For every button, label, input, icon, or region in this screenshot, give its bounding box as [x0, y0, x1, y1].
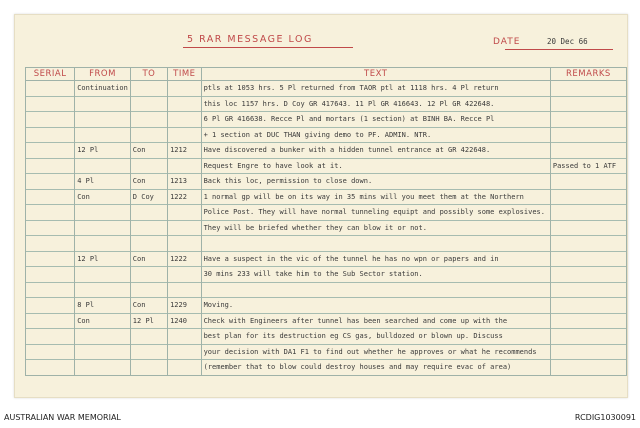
table-row [26, 189, 627, 205]
cell-from: Con [75, 189, 131, 205]
cell-from [75, 220, 131, 236]
cell-from [75, 267, 131, 283]
cell-time: 1213 [168, 174, 202, 190]
cell-remarks [550, 298, 626, 314]
cell-to [130, 81, 167, 97]
cell-from: 12 Pl [75, 251, 131, 267]
col-to: TO [130, 68, 167, 81]
cell-from [75, 127, 131, 143]
cell-text [201, 236, 550, 252]
col-serial: SERIAL [26, 68, 75, 81]
date-label: DATE [493, 37, 521, 47]
cell-text: ptls at 1053 hrs. 5 Pl returned from TAOR ptl at 1118 hrs. 4 Pl return [201, 81, 550, 97]
table-row [26, 251, 627, 267]
cell-serial [26, 174, 75, 190]
cell-from [75, 158, 131, 174]
table-row [26, 205, 627, 221]
cell-from [75, 282, 131, 298]
footer-archive-name: AUSTRALIAN WAR MEMORIAL [4, 413, 121, 422]
cell-from: 4 Pl [75, 174, 131, 190]
header-row [26, 68, 627, 81]
cell-time [168, 267, 202, 283]
cell-serial [26, 360, 75, 376]
cell-text: (remember that to blow could destroy houses and may require evac of area) [201, 360, 550, 376]
cell-from [75, 360, 131, 376]
cell-time: 1222 [168, 251, 202, 267]
cell-time [168, 344, 202, 360]
cell-serial [26, 112, 75, 128]
cell-text: this loc 1157 hrs. D Coy GR 417643. 11 Pl GR 416643. 12 Pl GR 422648. [201, 96, 550, 112]
log-sheet [14, 14, 628, 398]
cell-text: Back this loc, permission to close down. [201, 174, 550, 190]
date-value: 20 Dec 66 [547, 37, 588, 46]
cell-serial [26, 81, 75, 97]
cell-text [201, 282, 550, 298]
cell-time [168, 127, 202, 143]
cell-to [130, 96, 167, 112]
cell-time [168, 282, 202, 298]
cell-from [75, 96, 131, 112]
cell-remarks [550, 360, 626, 376]
cell-from: 12 Pl [75, 143, 131, 159]
cell-text: Moving. [201, 298, 550, 314]
cell-remarks [550, 112, 626, 128]
cell-time: 1222 [168, 189, 202, 205]
table-row [26, 112, 627, 128]
cell-serial [26, 96, 75, 112]
table-row [26, 96, 627, 112]
cell-to: D Coy [130, 189, 167, 205]
cell-to [130, 329, 167, 345]
cell-serial [26, 267, 75, 283]
col-from: FROM [75, 68, 131, 81]
cell-serial [26, 313, 75, 329]
cell-from: 8 Pl [75, 298, 131, 314]
table-row [26, 220, 627, 236]
cell-text: best plan for its destruction eg CS gas, bulldozed or blown up. Discuss [201, 329, 550, 345]
cell-time [168, 329, 202, 345]
cell-text: your decision with DA1 F1 to find out whether he approves or what he recommends [201, 344, 550, 360]
title-underline [183, 47, 353, 48]
cell-to: 12 Pl [130, 313, 167, 329]
cell-serial [26, 251, 75, 267]
log-body [26, 81, 627, 376]
cell-from [75, 344, 131, 360]
table-row [26, 360, 627, 376]
cell-time [168, 360, 202, 376]
cell-text: Have a suspect in the vic of the tunnel he has no wpn or papers and in [201, 251, 550, 267]
table-row [26, 267, 627, 283]
cell-serial [26, 143, 75, 159]
cell-time [168, 236, 202, 252]
cell-text: 6 Pl GR 416638. Recce Pl and mortars (1 section) at BINH BA. Recce Pl [201, 112, 550, 128]
cell-remarks [550, 220, 626, 236]
cell-to [130, 220, 167, 236]
cell-remarks [550, 189, 626, 205]
cell-text: Check with Engineers after tunnel has been searched and come up with the [201, 313, 550, 329]
cell-from [75, 205, 131, 221]
date-underline [505, 49, 613, 50]
cell-serial [26, 127, 75, 143]
cell-from [75, 112, 131, 128]
cell-serial [26, 236, 75, 252]
cell-remarks [550, 282, 626, 298]
footer-record-id: RCDIG1030091 [574, 413, 636, 422]
cell-remarks [550, 127, 626, 143]
table-row [26, 313, 627, 329]
col-text: TEXT [201, 68, 550, 81]
cell-remarks [550, 81, 626, 97]
col-time: TIME [168, 68, 202, 81]
cell-remarks [550, 344, 626, 360]
cell-to: Con [130, 174, 167, 190]
cell-remarks [550, 251, 626, 267]
cell-serial [26, 158, 75, 174]
cell-time [168, 81, 202, 97]
cell-to [130, 205, 167, 221]
cell-remarks [550, 236, 626, 252]
cell-from [75, 329, 131, 345]
cell-to [130, 158, 167, 174]
cell-remarks [550, 96, 626, 112]
cell-serial [26, 205, 75, 221]
cell-remarks [550, 329, 626, 345]
cell-text: 30 mins 233 will take him to the Sub Sector station. [201, 267, 550, 283]
cell-to [130, 236, 167, 252]
cell-remarks [550, 143, 626, 159]
cell-remarks [550, 174, 626, 190]
cell-to [130, 127, 167, 143]
cell-to [130, 282, 167, 298]
cell-to [130, 267, 167, 283]
cell-serial [26, 282, 75, 298]
cell-time [168, 158, 202, 174]
form-title: 5 RAR MESSAGE LOG [187, 34, 313, 45]
cell-serial [26, 220, 75, 236]
cell-remarks: Passed to 1 ATF [550, 158, 626, 174]
cell-serial [26, 189, 75, 205]
cell-text: Have discovered a bunker with a hidden tunnel entrance at GR 422648. [201, 143, 550, 159]
cell-time: 1212 [168, 143, 202, 159]
cell-time [168, 220, 202, 236]
table-row [26, 298, 627, 314]
cell-time: 1229 [168, 298, 202, 314]
table-row [26, 329, 627, 345]
cell-to [130, 344, 167, 360]
table-row [26, 127, 627, 143]
cell-to [130, 112, 167, 128]
cell-text: They will be briefed whether they can blow it or not. [201, 220, 550, 236]
cell-text: Police Post. They will have normal tunneling equipt and possibly some explosives. [201, 205, 550, 221]
cell-time [168, 205, 202, 221]
cell-serial [26, 329, 75, 345]
cell-time [168, 112, 202, 128]
cell-text: + 1 section at DUC THAN giving demo to PF. ADMIN. NTR. [201, 127, 550, 143]
cell-to: Con [130, 251, 167, 267]
cell-from: Con [75, 313, 131, 329]
table-row [26, 282, 627, 298]
cell-serial [26, 344, 75, 360]
cell-serial [26, 298, 75, 314]
cell-from: Continuation [75, 81, 131, 97]
cell-to [130, 360, 167, 376]
cell-text: 1 normal gp will be on its way in 35 mins will you meet them at the Northern [201, 189, 550, 205]
table-row [26, 81, 627, 97]
cell-to: Con [130, 298, 167, 314]
table-row [26, 158, 627, 174]
cell-remarks [550, 267, 626, 283]
cell-text: Request Engre to have look at it. [201, 158, 550, 174]
cell-from [75, 236, 131, 252]
cell-to: Con [130, 143, 167, 159]
table-row [26, 344, 627, 360]
cell-remarks [550, 313, 626, 329]
col-remarks: REMARKS [550, 68, 626, 81]
table-row [26, 174, 627, 190]
table-row [26, 143, 627, 159]
table-row [26, 236, 627, 252]
cell-time: 1240 [168, 313, 202, 329]
cell-time [168, 96, 202, 112]
cell-remarks [550, 205, 626, 221]
message-log-table [25, 67, 627, 376]
